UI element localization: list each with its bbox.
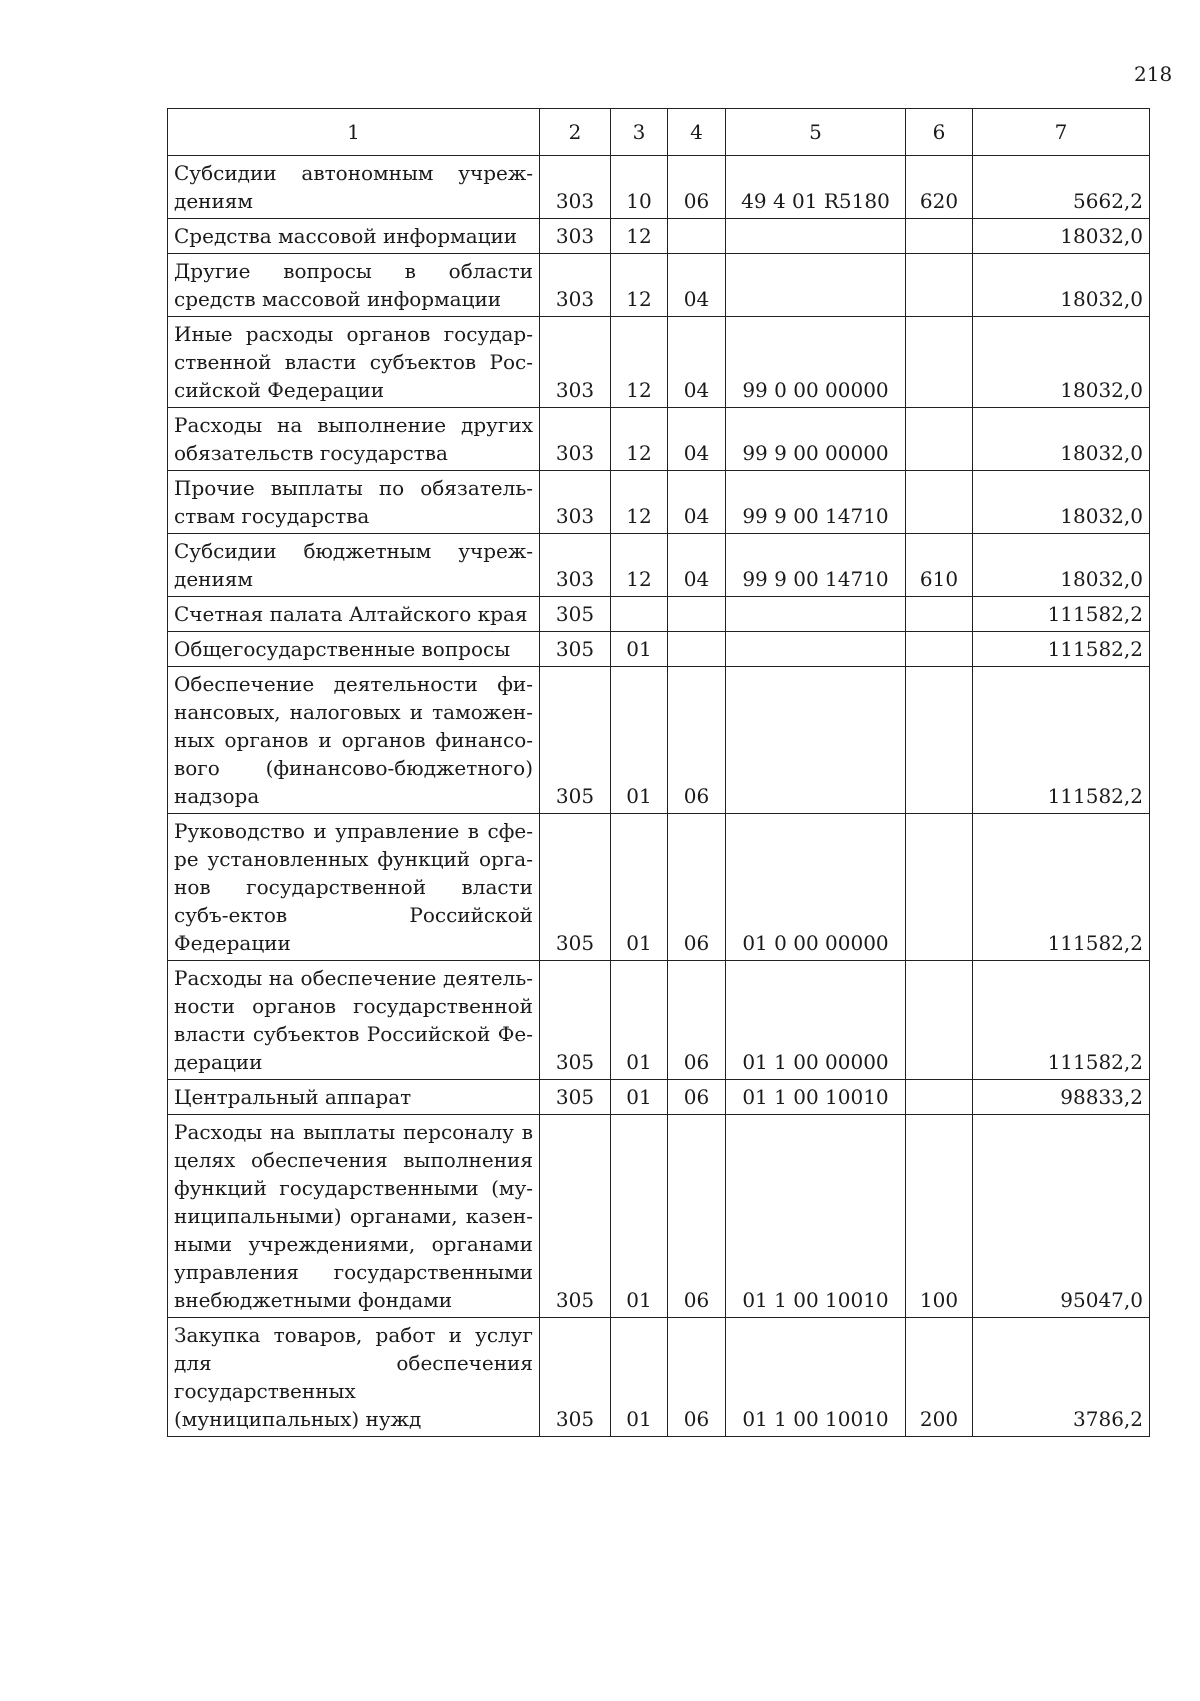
target-article-cell: 99 0 00 00000 (726, 317, 906, 408)
section-cell: 01 (611, 632, 668, 667)
header-row (168, 109, 1150, 156)
item-name-cell: Субсидии бюджетным учреж-дениям (168, 534, 540, 597)
table-row (168, 1080, 1150, 1115)
amount-cell: 18032,0 (973, 408, 1150, 471)
subsection-cell: 04 (668, 254, 726, 317)
item-name-cell: Прочие выплаты по обязатель-ствам государства (168, 471, 540, 534)
item-name-cell: Общегосударственные вопросы (168, 632, 540, 667)
item-name-cell: Закупка товаров, работ и услуг для обеспечения государственных (муниципальных) нужд (168, 1318, 540, 1437)
amount-cell: 3786,2 (973, 1318, 1150, 1437)
table-row (168, 156, 1150, 219)
ministry-code-cell: 303 (540, 219, 611, 254)
budget-table (167, 108, 1150, 1437)
target-article-cell: 01 1 00 10010 (726, 1318, 906, 1437)
table-row (168, 534, 1150, 597)
expense-type-cell: 200 (906, 1318, 973, 1437)
item-name-cell: Счетная палата Алтайского края (168, 597, 540, 632)
item-name-cell: Центральный аппарат (168, 1080, 540, 1115)
column-header: 2 (540, 109, 611, 156)
amount-cell: 5662,2 (973, 156, 1150, 219)
item-name-cell: Субсидии автономным учреж-дениям (168, 156, 540, 219)
table-row (168, 632, 1150, 667)
item-name-cell: Расходы на обеспечение деятель-ности органов государственной власти субъектов Российской Фе-дерации (168, 961, 540, 1080)
target-article-cell (726, 632, 906, 667)
expense-type-cell (906, 961, 973, 1080)
ministry-code-cell: 305 (540, 1115, 611, 1318)
expense-type-cell (906, 667, 973, 814)
target-article-cell: 99 9 00 14710 (726, 534, 906, 597)
expense-type-cell (906, 408, 973, 471)
subsection-cell: 04 (668, 534, 726, 597)
subsection-cell: 06 (668, 814, 726, 961)
column-header: 1 (168, 109, 540, 156)
section-cell: 12 (611, 471, 668, 534)
amount-cell: 111582,2 (973, 814, 1150, 961)
expense-type-cell (906, 814, 973, 961)
section-cell: 12 (611, 408, 668, 471)
column-header: 5 (726, 109, 906, 156)
amount-cell: 98833,2 (973, 1080, 1150, 1115)
target-article-cell: 01 1 00 10010 (726, 1080, 906, 1115)
item-name-cell: Обеспечение деятельности фи-нансовых, налоговых и таможен-ных органов и органов финансо-вого (финансово-бюджетного) надзора (168, 667, 540, 814)
subsection-cell: 04 (668, 471, 726, 534)
subsection-cell: 06 (668, 1115, 726, 1318)
page-number: 218 (1134, 62, 1173, 86)
target-article-cell (726, 219, 906, 254)
amount-cell: 111582,2 (973, 667, 1150, 814)
target-article-cell: 01 1 00 10010 (726, 1115, 906, 1318)
section-cell: 01 (611, 667, 668, 814)
section-cell: 01 (611, 814, 668, 961)
column-header: 4 (668, 109, 726, 156)
amount-cell: 18032,0 (973, 254, 1150, 317)
ministry-code-cell: 305 (540, 1318, 611, 1437)
expense-type-cell (906, 1080, 973, 1115)
ministry-code-cell: 303 (540, 254, 611, 317)
subsection-cell: 06 (668, 667, 726, 814)
target-article-cell: 49 4 01 R5180 (726, 156, 906, 219)
table-row (168, 254, 1150, 317)
subsection-cell: 06 (668, 1080, 726, 1115)
amount-cell: 111582,2 (973, 961, 1150, 1080)
amount-cell: 18032,0 (973, 534, 1150, 597)
amount-cell: 95047,0 (973, 1115, 1150, 1318)
item-name-cell: Расходы на выполнение других обязательств государства (168, 408, 540, 471)
target-article-cell (726, 597, 906, 632)
item-name-cell: Руководство и управление в сфе-ре установленных функций орга-нов государственной власти субъ-ектов Российской Федерации (168, 814, 540, 961)
amount-cell: 111582,2 (973, 597, 1150, 632)
expense-type-cell: 620 (906, 156, 973, 219)
target-article-cell (726, 254, 906, 317)
subsection-cell: 06 (668, 156, 726, 219)
expense-type-cell (906, 632, 973, 667)
target-article-cell: 99 9 00 14710 (726, 471, 906, 534)
item-name-cell: Другие вопросы в области средств массовой информации (168, 254, 540, 317)
ministry-code-cell: 303 (540, 471, 611, 534)
section-cell: 01 (611, 1115, 668, 1318)
table-row (168, 317, 1150, 408)
table-row (168, 667, 1150, 814)
table-row (168, 408, 1150, 471)
expense-type-cell (906, 219, 973, 254)
table-row (168, 1115, 1150, 1318)
expense-type-cell: 610 (906, 534, 973, 597)
amount-cell: 18032,0 (973, 317, 1150, 408)
target-article-cell: 01 1 00 00000 (726, 961, 906, 1080)
ministry-code-cell: 303 (540, 156, 611, 219)
amount-cell: 18032,0 (973, 219, 1150, 254)
subsection-cell: 04 (668, 317, 726, 408)
section-cell: 10 (611, 156, 668, 219)
ministry-code-cell: 305 (540, 667, 611, 814)
table-row (168, 961, 1150, 1080)
section-cell: 01 (611, 1080, 668, 1115)
item-name-cell: Расходы на выплаты персоналу в целях обеспечения выполнения функций государственными (му-ниципальными) органами, казен-ными учреждениями, органами управления государственными внебюджетными фондами (168, 1115, 540, 1318)
section-cell: 12 (611, 534, 668, 597)
expense-type-cell (906, 471, 973, 534)
subsection-cell (668, 632, 726, 667)
target-article-cell: 99 9 00 00000 (726, 408, 906, 471)
ministry-code-cell: 305 (540, 1080, 611, 1115)
column-header: 3 (611, 109, 668, 156)
expense-type-cell (906, 254, 973, 317)
subsection-cell (668, 597, 726, 632)
table-row (168, 597, 1150, 632)
section-cell: 01 (611, 1318, 668, 1437)
ministry-code-cell: 305 (540, 814, 611, 961)
table-body (168, 156, 1150, 1437)
table-row (168, 814, 1150, 961)
item-name-cell: Иные расходы органов государ-ственной власти субъектов Рос-сийской Федерации (168, 317, 540, 408)
subsection-cell: 04 (668, 408, 726, 471)
expense-type-cell (906, 597, 973, 632)
ministry-code-cell: 303 (540, 317, 611, 408)
target-article-cell: 01 0 00 00000 (726, 814, 906, 961)
table-row (168, 1318, 1150, 1437)
target-article-cell (726, 667, 906, 814)
ministry-code-cell: 303 (540, 534, 611, 597)
column-header: 7 (973, 109, 1150, 156)
table-row (168, 219, 1150, 254)
expense-type-cell (906, 317, 973, 408)
section-cell: 12 (611, 219, 668, 254)
ministry-code-cell: 305 (540, 632, 611, 667)
ministry-code-cell: 303 (540, 408, 611, 471)
section-cell (611, 597, 668, 632)
item-name-cell: Средства массовой информации (168, 219, 540, 254)
section-cell: 12 (611, 317, 668, 408)
section-cell: 01 (611, 961, 668, 1080)
amount-cell: 18032,0 (973, 471, 1150, 534)
subsection-cell: 06 (668, 961, 726, 1080)
subsection-cell (668, 219, 726, 254)
ministry-code-cell: 305 (540, 961, 611, 1080)
ministry-code-cell: 305 (540, 597, 611, 632)
amount-cell: 111582,2 (973, 632, 1150, 667)
section-cell: 12 (611, 254, 668, 317)
table-row (168, 471, 1150, 534)
column-header: 6 (906, 109, 973, 156)
subsection-cell: 06 (668, 1318, 726, 1437)
expense-type-cell: 100 (906, 1115, 973, 1318)
